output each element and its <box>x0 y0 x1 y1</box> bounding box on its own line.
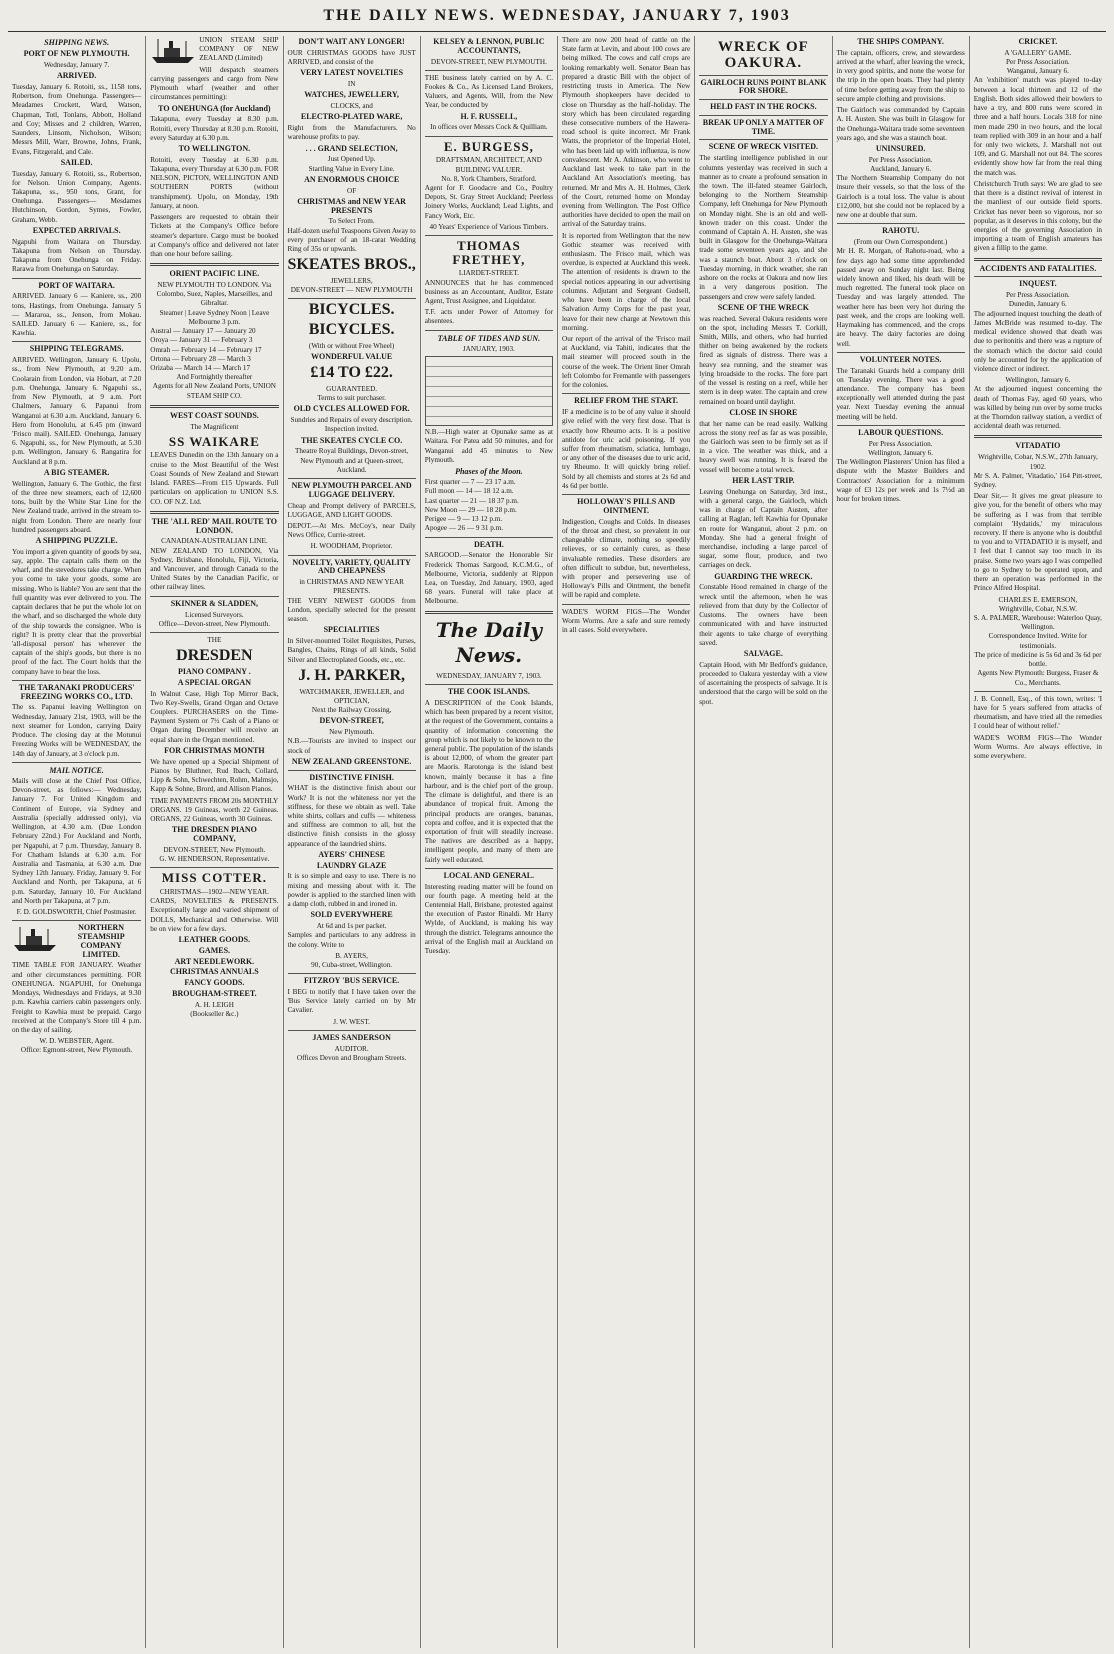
volunteer-heading: VOLUNTEER NOTES. <box>859 354 942 364</box>
cotter-sub: CHRISTMAS—1902—NEW YEAR. <box>159 887 269 896</box>
leigh-sub: (Bookseller &c.) <box>190 1009 239 1018</box>
russell-name: H. F. RUSSELL, <box>460 111 518 121</box>
waikare-text: LEAVES Dunedin on the 13th January on a cruise to the Most Beautiful of the West Coast Sounds of New Zealand and Stewart Island. FARES—From £15 Upwards. Full particulars on application to UNION S.S. CO. OF N.Z. Ltd. <box>150 451 279 506</box>
postmaster-signature: F. D. GOLDSWORTH, Chief Postmaster. <box>16 908 137 917</box>
uninsured-heading: UNINSURED. <box>875 143 926 153</box>
inspection: Inspection invited. <box>324 425 379 434</box>
christmas-month: FOR CHRISTMAS MONTH <box>164 745 265 755</box>
newspaper-page <box>8 36 1106 1648</box>
guaranteed: GUARANTEED. <box>326 384 378 393</box>
expected-heading: EXPECTED ARRIVALS. <box>32 225 121 235</box>
sanderson-address: Offices Devon and Brougham Streets. <box>296 1053 407 1062</box>
wreck-sub-1: GAIRLOCH RUNS POINT BLANK FOR SHORE. <box>700 77 827 96</box>
watches: WATCHES, JEWELLERY, <box>304 90 399 100</box>
northern-heading: NORTHERN STEAMSHIP COMPANY LIMITED. <box>77 923 125 959</box>
moon-heading: Phases of the Moon. <box>455 467 523 477</box>
port-heading: PORT OF NEW PLYMOUTH. <box>23 49 130 59</box>
expected-text: Ngapuhi from Waitara on Thursday. Takapuna from Nelson on Thursday. Takapuna from Onehunga on Friday. Rarawa from Onehunga on Saturday. <box>12 237 142 274</box>
vitadatio-footer: S. A. PALMER, Warehouse: Waterloo Quay, Wellington. <box>973 614 1102 632</box>
novelties: VERY LATEST NOVELTIES <box>300 68 404 78</box>
press-label: Per Press Association. <box>868 155 933 164</box>
laundry-heading: LAUNDRY GLAZE <box>316 860 387 870</box>
price: £14 TO £22. <box>310 364 393 382</box>
wellington-text: Rotoiti, every Tuesday at 6.30 p.m. Takapuna, every Thursday at 6.30 p.m. FOR NELSON, PICTON, WELLINGTON AND SOUTHERN PORTS (without transhipment). Upolu, on Monday, 19th January, at noon. <box>150 155 279 210</box>
vitadatio-to: Mr S. A. Palmer, 'Vitadatio,' 164 Pitt-street, Sydney. <box>973 471 1102 489</box>
ayers-address: 90, Cuba-street, Wellington. <box>311 960 393 969</box>
burgess-sub: DRAFTSMAN, ARCHITECT, AND BUILDING VALUER. <box>435 156 542 174</box>
steamer-text: Wellington, January 6. The Gothic, the first of the three new steamers, each of 12,600 tons, built by the White Star Line for the New Zealand trade, arrived in the stream to-night from London. There are nearly four hundred passengers aboard. <box>12 479 142 534</box>
salvage-heading: SALVAGE. <box>743 648 783 658</box>
of-label: OF <box>347 186 357 195</box>
rahotu-sub: (From our Own Correspondent.) <box>853 238 948 247</box>
arrived-text: Tuesday, January 6. Rotoiti, ss., 1158 tons, Robertson, from Onehunga. Passengers— Meadames Crockett, Ward, Watson, Chapman, Totl, Tonlans, Abbott, Holland and Coy; Misses and 2 children, Warren, Saunders, Linsom, Nicholson, Wilson; Messrs Mill, Warr, Browne, Johns, Frank, Evans, Fitzgerald, and Cale. <box>12 83 142 156</box>
shipping-news-title: SHIPPING NEWS. <box>44 38 110 47</box>
russell-sub: In offices over Messrs Cock & Quilliam. <box>430 123 548 132</box>
column-8 <box>969 36 1106 1648</box>
column-7 <box>832 36 969 1648</box>
fancy-goods: FANCY GOODS. <box>184 978 245 988</box>
labour-heading: LABOUR QUESTIONS. <box>858 427 944 437</box>
novelty-heading: NOVELTY, VARIETY, QUALITY AND CHEAPNESS <box>292 557 411 576</box>
northern-text: TIME TABLE FOR JANUARY. Weather and other circumstances permitting. FOR ONEHUNGA. NGAPUHI, for Onehunga Mondays, Wednesdays and Fridays, at 9.30 p.m. Kawhia carriers cabin passengers only. Freight to Kawhia must be prepaid. Cargo received at the Company's Store till 4 p.m. on the day of sailing. <box>12 961 142 1034</box>
clocks: CLOCKS, and <box>330 102 373 111</box>
allred-sub: CANADIAN-AUSTRALIAN LINE. <box>161 537 268 546</box>
masthead: THE DAILY NEWS. WEDNESDAY, JANUARY 7, 1903 <box>8 6 1106 32</box>
dresden-rep: G. W. HENDERSON, Representative. <box>159 855 270 863</box>
northern-agent: W. D. WEBSTER, Agent. <box>39 1037 114 1046</box>
wades-text: WADE'S WORM FIGS—The Wonder Worm Worms. Are a safe and sure remedy in all cases. Sold everywhere. <box>562 607 691 635</box>
cook-heading: THE COOK ISLANDS. <box>447 687 530 697</box>
moon-row: Perigee — 9 — 13 12 p.m. <box>424 515 503 524</box>
vitadatio-heading: VITADATIO <box>1015 441 1061 451</box>
death-text: SARGOOD.—Senator the Honorable Sir Frederick Thomas Sargood, K.C.M.G., of Melbourne, Victoria, suddenly at Rippon Lea, on Tuesday, 2nd January, 1903, aged 68 years. Funeral will take place at Melbourne. <box>424 551 553 606</box>
vitadatio-sign: CHARLES E. EMERSON, <box>998 595 1078 604</box>
holloway-text: Indigestion, Coughs and Colds. In diseases of the throat and chest, so prevalent in our changeable climate, nothing so speedily relieves, or so certainly cures, as these invaluable remedies. These disorders are often difficult to subdue, but, nevertheless, with proper and persevering use of Holloway's Pills and Ointment, the benefit will be rapid and complete. <box>562 517 691 600</box>
waitara-text: ARRIVED. January 6 — Kaniere, ss., 200 tons, Hastings, from Onehunga. January 5 — Mararoa, ss., Jenson, from Mokau. SAILED. January 6 — Kaniere, ss., for Kawhia. <box>12 292 142 338</box>
sold-sub: At 6d and 1s per packet. <box>316 922 387 931</box>
the-label: THE <box>207 635 222 644</box>
producers-heading: THE TARANAKI PRODUCERS' FREEZING WORKS CO., LTD. <box>18 682 135 701</box>
orient-heading: ORIENT PACIFIC LINE. <box>169 269 260 279</box>
skinner-office: Office—Devon-street, New Plymouth. <box>158 619 270 628</box>
grand-selection: . . . GRAND SELECTION, <box>305 143 398 153</box>
moon-row: New Moon — 29 — 18 28 p.m. <box>424 505 517 514</box>
wellington-text: At the adjourned inquest concerning the death of Thomas Fay, aged 60 years, who was killed by being run over by some trucks at the Thorndon railway station, a verdict of accidental death was returned. <box>973 385 1102 431</box>
northern-office: Office: Egmont-street, New Plymouth. <box>20 1046 133 1055</box>
piano-heading: PIANO COMPANY . <box>178 666 251 676</box>
inquest-heading: INQUEST. <box>1019 279 1057 289</box>
skinner-sub: Licensed Surveyors. <box>185 610 244 619</box>
leather-goods: LEATHER GOODS. <box>178 934 251 944</box>
novelty-sub: in CHRISTMAS AND NEW YEAR PRESENTS. <box>299 578 404 596</box>
guarding-heading: GUARDING THE WRECK. <box>714 571 813 581</box>
orient-row: Austral — January 17 — January 20 <box>150 327 256 336</box>
orient-columns: Steamer | Leave Sydney Noon | Leave Melbourne 3 p.m. <box>159 308 270 326</box>
ayers-heading: AYERS' CHINESE <box>318 849 385 859</box>
presents: CHRISTMAS and NEW YEAR PRESENTS <box>297 196 406 215</box>
organ-text: In Walnut Case, High Top Mirror Back, Two Key-Swells, Grand Organ and Octave Couplers. PURCHASERS on the Time-Payment System or 7½ Cash of a Piano or Organ during December will receive an equal share in the Organ mentioned. <box>150 689 279 744</box>
skeates-cycle: THE SKEATES CYCLE CO. <box>301 435 403 445</box>
moon-row: Full moon — 14 — 18 12 a.m. <box>424 487 514 496</box>
cotter-heading: MISS COTTER. <box>161 870 267 886</box>
parcel-text: Cheap and Prompt delivery of PARCELS, LUGGAGE, AND LIGHT GOODS. <box>287 501 416 519</box>
passengers-text: Passengers are requested to obtain their Tickets at the Company's Office before steamer's departure. Cargo must be booked at Company's office and delivered not later than one hour before sailing. <box>150 213 279 258</box>
allred-heading: THE 'ALL RED' MAIL ROUTE TO LONDON. <box>151 516 278 535</box>
skeates-heading: SKEATES BROS., <box>287 256 416 274</box>
frethey-text: ANNOUNCES that he has commenced business as an Accountant, Auditor, Estate Agent, Trust Assignee, and Liquidator. <box>424 278 553 306</box>
parcel-heading: NEW PLYMOUTH PARCEL AND LUGGAGE DELIVERY. <box>291 480 412 499</box>
scene-wreck-text: was reached. Several Oakura residents were on the spot, including Messrs T. Corkill, Smith, Mills, and others, who had hurried thither on being awakened by the rockets fired as signals of distress. There was a heavy sea running, and the steamer was lying broadside to the rocks. The fore part of the vessel is resting on a reef, while her stern is in deep water. The captain and crew remained on board until daylight. <box>699 314 828 406</box>
uninsured-text: The Northern Steamship Company do not insure their vessels, so that the loss of the Gairloch is a total loss. The value is about £12,000, but she could not be replaced by a new one at double that sum. <box>836 174 965 220</box>
kelsey-heading: KELSEY & LENNON, PUBLIC ACCOUNTANTS, <box>433 37 545 55</box>
orient-agents: Agents for all New Zealand Ports, UNION STEAM SHIP CO. <box>152 382 276 400</box>
sailed-text: Tuesday, January 6. Rotoiti, ss., Robertson, for Nelson. Union Company, Agents. Takapuna, ss., 950 tons, Grant, for Onehunga. Passengers— Mesdames Hutchinson, Gordon, Symes, Fowler, Graham, Webb. <box>12 169 142 224</box>
dont-wait: DON'T WAIT ANY LONGER! <box>298 37 405 46</box>
christmas-annuals: CHRISTMAS ANNUALS <box>170 967 259 977</box>
parker-heading: J. H. PARKER, <box>298 666 406 684</box>
sailed-heading: SAILED. <box>60 157 93 167</box>
tourists: N.B.—Tourists are invited to inspect our stock of <box>287 737 416 755</box>
greenstone: NEW ZEALAND GREENSTONE. <box>291 756 412 766</box>
bicycles-heading-2: BICYCLES. <box>308 321 395 339</box>
bicycles-heading: BICYCLES. <box>308 301 395 319</box>
organ-heading: A SPECIAL ORGAN <box>177 677 252 687</box>
rahotu-heading: RAHOTU. <box>882 226 920 236</box>
waikare-heading: SS WAIKARE <box>168 433 260 449</box>
new-plymouth: New Plymouth. <box>329 728 375 737</box>
skeates-cycle-address: Theatre Royal Buildings, Devon-street, New Plymouth and at Queen-street, Auckland. <box>295 447 409 474</box>
steamer-heading: A BIG STEAMER. <box>43 467 110 477</box>
rahotu-text: Mr H. R. Morgan, of Rahotu-road, who a few days ago had some time apprehended passed away on Sunday night last. Being widely known and liked, his death will be much regretted. The funeral took place on Tuesday and was largely attended. The weather here has been very hot during the past week, and the crops are looking well. Haymaking has commenced, and the crops are heavy. The dairy factories are doing well. <box>836 247 965 348</box>
enormous-choice: AN ENORMOUS CHOICE <box>304 174 400 184</box>
woodham: H. WOODHAM, Proprietor. <box>310 542 393 551</box>
commanded-text: The Gairloch was commanded by Captain A. H. Austen. She was built in Glasgow for the Onehunga-Waitara trade some seventeen years ago, and she was a staunch boat. <box>836 106 965 142</box>
dresden-company: THE DRESDEN PIANO COMPANY, <box>171 825 257 843</box>
frethey-heading: THOMAS FRETHEY, <box>452 238 526 267</box>
wreck-sub-2: HELD FAST IN THE ROCKS. <box>710 102 817 112</box>
skinner-heading: SKINNER & SLADDEN, <box>170 598 259 608</box>
shipping-date: Wednesday, January 7. <box>43 61 110 70</box>
frethey-note: T.F. acts under Power of Attorney for absentees. <box>424 308 553 326</box>
column-3 <box>283 36 420 1648</box>
wellington-date: Wellington, January 6. <box>1005 376 1071 385</box>
games-heading: GAMES. <box>198 945 231 955</box>
sounds-heading: WEST COAST SOUNDS. <box>169 410 259 420</box>
scene-text: The startling intelligence published in our columns yesterday was received in such a manner as to create a profound sensation in the town. The ill-fated steamer Gairloch, belonging to the Northern Steamship Company, left Onehunga for New Plymouth on Monday night. She is an old and well-known trader on this coast. Under the command of Captain A. H. Austen, she was built in Glasgow for the Onehunga-Waitara trade some seventeen years ago, and she was a staunch boat. About 3 o'clock on Tuesday morning, in thick weather, she ran ashore on the rocks at Oakura and now lies in a very dangerous position. The passengers and crew were safely landed. <box>699 154 828 301</box>
labour-press: Per Press Association. <box>868 439 933 448</box>
close-text: that her name can be read easily. Walking across the stony reef as far as was possible, the Gairloch was seen to be firmly set as if in a vice. The weather was thick, and a heavy swell was running. It is feared the vessel will become a total wreck. <box>699 419 828 474</box>
union-heading: UNION STEAM SHIP COMPANY OF NEW ZEALAND (Limited) <box>199 36 279 63</box>
electro: ELECTRO-PLATED WARE, <box>300 112 403 122</box>
parker-sub: WATCHMAKER, JEWELLER, and OPTICIAN, <box>299 687 404 705</box>
waitara-heading: PORT OF WAITARA. <box>38 280 115 290</box>
finish-heading: DISTINCTIVE FINISH. <box>309 772 394 782</box>
frethey-address: LIARDET-STREET. <box>458 269 519 278</box>
puzzle-heading: A SHIPPING PUZZLE. <box>35 536 118 545</box>
finish-text: WHAT is the distinctive finish about our Work? It is not the whiteness nor yet the stiffness, for these we obtain as well. Take white shirts, collars and cuffs — whiteness and stiffness are common to all, but the distinctive finish consists in the glossy appearance of the laundried shirts. <box>287 784 416 848</box>
death-heading: DEATH. <box>473 539 504 549</box>
inquest-press: Per Press Association. <box>1006 291 1070 300</box>
salvage-text: Captain Hood, with Mr Bedford's guidance, proceeded to Oakura yesterday with a view of ascertaining the prospects of salvage. It is understood that the cargo will be sold on the spot. <box>699 660 828 706</box>
fitzroy-heading: FITZROY 'BUS SERVICE. <box>304 976 400 986</box>
union-text: Will despatch steamers carrying passengers and cargo from New Plymouth wharf (weather and other circumstances permitting): <box>150 65 279 102</box>
local-column-2: Our report of the arrival of the 'Frisco mail at Auckland, via Tahiti, indicates that the mail steamer will proceed south in the course of the week. The Orient liner Omrah left Colombo for Fremantle with passengers for the colonies. <box>562 335 691 390</box>
orient-row: Ortona — February 28 — March 3 <box>150 354 251 363</box>
cook-text: A DESCRIPTION of the Cook Islands, which has been prepared by a recent visitor, at the request of the Government, contains a quantity of information concerning the group which is not likely to be known to the general public. The population of the islands is about 12,000, of whom the greater part are Maoris. Rarotonga is the island best known, mainly because it has a fine harbour, and is the chief port of the group. The climate is delightful, and there is an abundance of tropical fruit. Among the principal products are oranges, bananas, copra and coffee, and it is expected that the exportation of fruit will steadily increase. The natives are described as a happy, intelligent people, and many of them are fairly well educated. <box>424 698 553 864</box>
direct-text: Right from the Manufacturers. No warehouse profits to pay. <box>287 124 416 142</box>
inquest-text: The adjourned inquest touching the death of James McBride was resumed to-day. The medical evidence showed that death was due to peritonitis and there was a rupture of the stomach which the doctor said could only be accounted for by the application of violence direct or indirect. <box>973 309 1102 373</box>
orient-note: And Fortnightly thereafter <box>176 373 253 382</box>
cricket-text-2: Christchurch Truth says: We are glad to see that there is a distinct revival of interest in the manliest of our outside field sports. Cricket has never been so vigorous, nor so popular, as it deserves in this colony, but the energies of the governing Association in importing a team of English amateurs has given a fillip to the game. <box>973 179 1102 253</box>
kelsey-address: DEVON-STREET, NEW PLYMOUTH. <box>430 57 547 66</box>
cricket-heading: CRICKET. <box>1018 37 1058 46</box>
ships-company-heading: THE SHIPS COMPANY. <box>857 37 944 46</box>
telegrams-text: ARRIVED. Wellington, January 6. Upolu, ss., from New Plymouth, at 9.20 a.m. Coolarain from London, via Hobart, at 7.20 p.m. Onehunga, January 6. Ngapuhi ss., from New Plymouth, at 9 a.m. Port Chalmers, January 6. Papanui from Wanganui at 6.30 a.m. Auckland, January 6. Hero from Honolulu, at 6.45 pm (inward 'Frisco mail). SAILED. Onehunga, January 6. Ngapuhi, ss., for New Plymouth, at 5.30 p.m. Wellington, January 6. Rangatira for Auckland at 8 p.m. <box>12 356 142 466</box>
next-crossing: Next the Railway Crossing, <box>311 706 392 715</box>
cricket-sub: A 'GALLERY' GAME. <box>1004 48 1072 57</box>
halfdown-text: Half-dozen useful Teaspoons Given Away to every purchaser of an 18-carat Wedding Ring of 35s or upwards. <box>287 226 416 253</box>
vitadatio-text: Dear Sir,— It gives me great pleasure to give you, for the benefit of others who may be suffering as I was from that terrible complaint 'Hydatids,' my miraculous recovery. If there is anyone who is doubtful to you and to VITADATIO it is myself, and I feel that I cannot say too much in its praise. Some two years ago I was compelled to go to Sydney to be operated upon, and there an operation was performed in the Prince Alfred Hospital. <box>973 492 1102 593</box>
editorial-date: WEDNESDAY, JANUARY 7, 1903. <box>436 671 542 680</box>
column-4 <box>420 36 557 1648</box>
burgess-address: No. 8, York Chambers, Stratford. <box>441 174 537 183</box>
wreck-heading: WRECK OF OAKURA. <box>717 39 809 71</box>
laundry-text: It is so simple and easy to use. There is no mixing and messing about with it. The powder is applied to the starched linen with a damp cloth, rubbed in and ironed in. <box>287 872 416 909</box>
skeates-address: DEVON-STREET — NEW PLYMOUTH <box>290 286 413 295</box>
cricket-date: Wanganui, January 6. <box>1006 67 1069 76</box>
local-heading: LOCAL AND GENERAL. <box>443 870 535 880</box>
relief-text: IF a medicine is to be of any value it should give relief with the very first dose. That is exactly how Rheumo acts. It is a positive antidote for uric acid poisoning. If you suffer from rheumatism, sciatica, lumbago, or any other of the diseases due to uric acid, try Rheumo. It will quickly bring relief. Sold by all chemists and stores at 2s 6d and 4s 6d per bottle. <box>562 408 691 490</box>
local-continued: There are now 200 head of cattle on the State farm at Levin, and about 100 cows are being milked. The cows and calf crops are looking remarkably well. Senator Bean has prepared a drastic Bill with the object of restricting trusts in America. The New Plymouth shopkeepers have decided to close on Thursday as the half-holiday. The story which has been circulated regarding these consecutive numbers of the Hawera-road school is quite incorrect. Mr Frank Watts, the proprietor of the Imperial Hotel, who has been laid up with influenza, is now convalescent. Mr A. Atkinson, who went to Auckland last week to take part in the Auckland Art Association's meeting, has returned. Mr and Mrs A. H. Holmes, Clerk of the Court, returned home on Monday evening from Wellington. The Post Office authorities have decided to open the mail on arrival of the Saturday trains. <box>562 36 691 229</box>
arrived-heading: ARRIVED. <box>56 71 97 81</box>
depot-text: DEPOT.—At Mrs. McCoy's, near Daily News Office, Currie-street. <box>287 522 416 540</box>
burgess-text: Agent for F. Goodacre and Co., Poultry Depots, St. Gray Street Auckland; Peerless Joinery Works, Auckland; Lead Lights, and Fancy Work, Etc. <box>424 184 553 220</box>
mail-text: Mails will close at the Chief Post Office, Devon-street, as follows:— Wednesday, January 7. For United Kingdom and Continent of Europe, via Sydney and Australia (specially addressed only), via Wellington, at 4.30 a.m. (Due London February 22nd.) For Auckland and North, per Ngapuhi, at 7 p.m. Thursday, January 8. For Chatham Islands at 6.30 a.m. For Australia and Tasmania, at 6.30 a.m. Due Sydney 12th January. Friday, January 9. For Auckland and North, per Takapuna, at 6 p.m. Saturday, January 10. For Auckland and North per Takapuna, at 7 p.m. <box>12 777 142 905</box>
xmas-intro: OUR CHRISTMAS GOODS have JUST ARRIVED, and consist of the <box>287 48 416 67</box>
accidents-heading: ACCIDENTS AND FATALITIES. <box>979 263 1097 273</box>
freewheel: (With or without Free Wheel) <box>308 342 395 351</box>
orient-sub: NEW PLYMOUTH TO LONDON. Via Colombo, Suez, Naples, Marseilles, and Gibraltar. <box>156 280 273 308</box>
auditor: AUDITOR. <box>334 1044 369 1053</box>
local-column: It is reported from Wellington that the new Gothic steamer was received with enthusiasm. The Frisco mail, which was overdue, is expected at Auckland this week. The attention of residents is drawn to the special notices appearing in our advertising columns. Adjutant and Sergeant Gudsell, who have been in charge of the local Salvation Army Corps for the past year, leave for their new charge at Newtown this morning. <box>562 231 691 332</box>
experience: 40 Years' Experience of Various Timbers. <box>429 222 549 231</box>
column-2 <box>145 36 282 1648</box>
steamship-icon <box>12 925 58 953</box>
art-needlework: ART NEEDLEWORK. <box>174 956 255 966</box>
spec-text: In Silver-mounted Toilet Requisites, Purses, Bangles, Chains, Rings of all kinds, Solid Silver and Electroplated Goods, etc., etc. <box>287 637 416 664</box>
sundries: Sundries and Repairs of every description. <box>290 416 413 425</box>
sold-everywhere: SOLD EVERYWHERE <box>310 910 393 920</box>
time-payments: TIME PAYMENTS FROM 20s MONTHLY <box>150 796 279 805</box>
moon-row: Apogee — 26 — 9 31 p.m. <box>424 524 504 533</box>
startling-value: Startling Value in Every Line. <box>308 164 395 173</box>
tides-note: N.B.—High water at Opunake same as at Waitara. For Patea add 50 minutes, and for Wanganui add 45 minutes to New Plymouth. <box>424 428 553 464</box>
vitadatio-agents: Agents New Plymouth: Burgess, Fraser & Co., Merchants. <box>977 669 1099 687</box>
jewellers: JEWELLERS, <box>330 277 373 286</box>
cricket-press: Per Press Association. <box>1006 58 1070 67</box>
volunteer-text: The Taranaki Guards held a company drill on Tuesday evening. There was a good attendance. The company has been exceptionally well attended during the past year. Next Tuesday evening the annual meeting will be held. <box>836 366 965 421</box>
last-trip-text: Leaving Onehunga on Saturday, 3rd inst., with a general cargo, the Gairloch, which was in charge of Captain Austen, after calling at Raglan, left Kawhia for Opunake en route for Wanganui, about 2 p.m. on Monday. She had a general freight of merchandise, including a large parcel of sugar, some flour, produce, and two carriages on deck. <box>699 487 828 570</box>
column-6 <box>694 36 831 1648</box>
old-cycles: OLD CYCLES ALLOWED FOR. <box>293 404 410 414</box>
scene-wreck-heading: SCENE OF THE WRECK <box>717 302 809 312</box>
tides-heading: TABLE OF TIDES AND SUN. <box>437 333 541 343</box>
labour-text: The Wellington Plasterers' Union has filed a dispute with the Master Builders and Contractors' Association for a minimum wage of £3 12s per week and 1s 7½d an hour for broken times. <box>836 458 965 503</box>
mail-heading: MAIL NOTICE. <box>49 765 104 775</box>
ships-company-text: The captain, officers, crew, and stewardess arrived at the wharf, after leaving the wreck, in very good spirits, and none the worse for the trip in the open boats. They had plenty of time before getting away from the ship to secure ample clothing and provisions. <box>836 48 965 103</box>
daily-news-masthead: The Daily News. <box>435 617 542 668</box>
onehunga-heading: TO ONEHUNGA (for Auckland) <box>158 103 271 113</box>
vitadatio-sign-address: Wrightville, Cobar, N.S.W. <box>998 604 1077 613</box>
producers-text: The ss. Papanui leaving Wellington on Wednesday, January 21st, 1903, will be the next steamer for London, carrying Dairy Produce. The closing day at the Motunui Freezing Works will be WEDNESDAY, the 14th day of January, at 3 o'clock p.m. <box>12 703 142 758</box>
vitadatio-price: The price of medicine is 5s 6d and 3s 6d per bottle. <box>974 650 1102 669</box>
burgess-heading: E. BURGESS, <box>443 138 534 154</box>
vitadatio-address: Wrightville, Cobar, N.S.W., 27th January, 1902. <box>977 453 1098 471</box>
sanderson-heading: JAMES SANDERSON <box>312 1032 391 1042</box>
cotter-text: CARDS, NOVELTIES & PRESENTS. Exceptionally large and varied shipment of DOLLS, Mechanical and Otherwise. Will be on view for a few days. <box>150 897 279 933</box>
press-date: Auckland, January 6. <box>870 165 932 173</box>
russell-text: THE business lately carried on by A. C. Fookes & Co., As Licensed Land Brokers, Valuers, and Agents, Will, from the New Year, be conducted by <box>424 73 553 110</box>
dresden-address: DEVON-STREET, New Plymouth. <box>163 845 266 854</box>
ayers-name: B. AYERS, <box>335 951 368 960</box>
inquest-date: Dunedin, January 6. <box>1008 300 1067 309</box>
organs-text: ORGANS. 19 Guineas, worth 22 Guineas. ORGANS, 22 Guineas, worth 30 Guineas. <box>150 805 279 823</box>
specialities: SPECIALITIES <box>323 625 380 635</box>
opened-up: Just Opened Up. <box>327 155 376 164</box>
steamship-icon <box>150 37 196 65</box>
column-5 <box>557 36 694 1648</box>
connell-text: J. B. Connell, Esq., of this town, writes: 'I have for 5 years suffered from attacks of rheumatism, and have tried all the remedies I could hear of without relief.' <box>973 694 1102 731</box>
tides-date: JANUARY, 1903. <box>462 344 515 353</box>
close-heading: CLOSE IN SHORE <box>729 407 798 417</box>
labour-date: Wellington, January 6. <box>868 448 934 457</box>
goods-text: THE VERY NEWEST GOODS from London, specially selected for the present season. <box>287 596 416 624</box>
fitzroy-text: I BEG to notify that I have taken over the 'Bus Service lately carried on by Mr Cavalier. <box>287 988 416 1015</box>
in-label: IN <box>347 80 356 89</box>
moon-row: Last quarter — 21 — 18 37 p.m. <box>424 496 519 505</box>
cricket-text: An 'exhibition' match was played to-day between a local thirteen and 12 of the English. Both sides allowed their bowlers to have a try, and 800 runs were scored in three and a half hours. Locals 318 for nine men made 290 in two hours, and the local team replied with 309 in an hour and a half for only two wickets, J. Marshall not out 109, and G. Marshall not out 84. The scores evidently show how far from the real thing the match was. <box>973 76 1102 177</box>
holloway-heading: HOLLOWAY'S PILLS AND OINTMENT. <box>577 497 676 515</box>
brougham-street: BROUGHAM-STREET. <box>172 988 257 998</box>
relief-heading: RELIEF FROM THE START. <box>574 396 679 406</box>
wreck-sub-3: BREAK UP ONLY A MATTER OF TIME. <box>702 117 825 136</box>
vitadatio-corr: Correspondence Invited. Write for testimonials. <box>988 632 1088 650</box>
dresden-heading: DRESDEN <box>176 647 253 665</box>
onehunga-text: Takapuna, every Tuesday at 8.30 p.m. Rotoiti, every Thursday at 8.30 p.m. Rotoiti, every Saturday at 6.30 p.m. <box>150 115 279 142</box>
tides-table <box>425 356 553 426</box>
select-from: To Select From. <box>328 217 375 226</box>
guarding-text: Constable Hood remained in charge of the wreck until the afternoon, when he was relieved from that duty by the Collector of Customs. The owners have been communicated with and have instructed their agents to take charge of everything saved. <box>699 583 828 647</box>
west-name: J. W. WEST. <box>333 1017 370 1026</box>
telegrams-heading: SHIPPING TELEGRAMS. <box>29 344 124 354</box>
magnificent-label: The Magnificent <box>190 422 239 431</box>
orient-row: Orizaba — March 14 — March 17 <box>150 363 251 372</box>
leigh-name: A. H. LEIGH <box>194 1000 234 1009</box>
scene-heading: SCENE OF WRECK VISITED. <box>708 142 818 152</box>
puzzle-text: You import a given quantity of goods by sea, say, apple. The captain calls them on the wharf, and the stevedores take charge. When you come to take your goods, some are missing. Who is liable? You are sent that the full quantity was ever delivered to you. The captain declares that he put the whole lot on the wharf, and so discharged the whole duty of the ship towards the consignee. Who is right? It is pretty clear that the proverbial 'all-disposal person' has wherever the captain of the ship's goods, but there is no proof of the fact. The Court holds that the company have to bear the loss. <box>12 547 142 676</box>
wellington-heading: TO WELLINGTON. <box>178 143 251 153</box>
orient-row: Oroya — January 31 — February 3 <box>150 336 253 345</box>
wonderful-value: WONDERFUL VALUE <box>310 352 393 362</box>
moon-row: First quarter — 7 — 23 17 a.m. <box>424 478 516 487</box>
allred-text: NEW ZEALAND TO LONDON, Via Sydney, Brisbane, Honolulu, Fiji, Victoria, and Vancouver, and through Canada to the United States by the Canadian Pacific, or other railway lines. <box>150 546 279 592</box>
devon-street: DEVON-STREET, <box>319 716 384 726</box>
terms: Terms to suit purchaser. <box>317 394 386 403</box>
orient-row: Omrah — February 14 — February 17 <box>150 345 262 354</box>
samples: Samples and particulars to any address in the colony. Write to <box>287 931 416 949</box>
wades-worm: WADE'S WORM FIGS—The Wonder Worm Worms. Are always effective, in some everywhere. <box>973 733 1102 761</box>
column-1 <box>8 36 145 1648</box>
last-trip-heading: HER LAST TRIP. <box>732 475 795 485</box>
christmas-text: We have opened up a Special Shipment of Pianos by Bluthner, Rud Ibach, Collard, Lipp & Sohn, Schwechten, Rohm, Malmsjo, Kapp & Sohne, Brord, and Allison Pianos. <box>150 757 279 794</box>
local-text: Interesting reading matter will be found on our fourth page. A meeting held at the Centennial Hall, Brisbane, protested against the execution of Pastor Rinaldi. Mr Harry Wylde, of Auckland, is making his way through the district. Telegrams announce the arrival of the English mail at Auckland on Tuesday. <box>424 882 553 956</box>
